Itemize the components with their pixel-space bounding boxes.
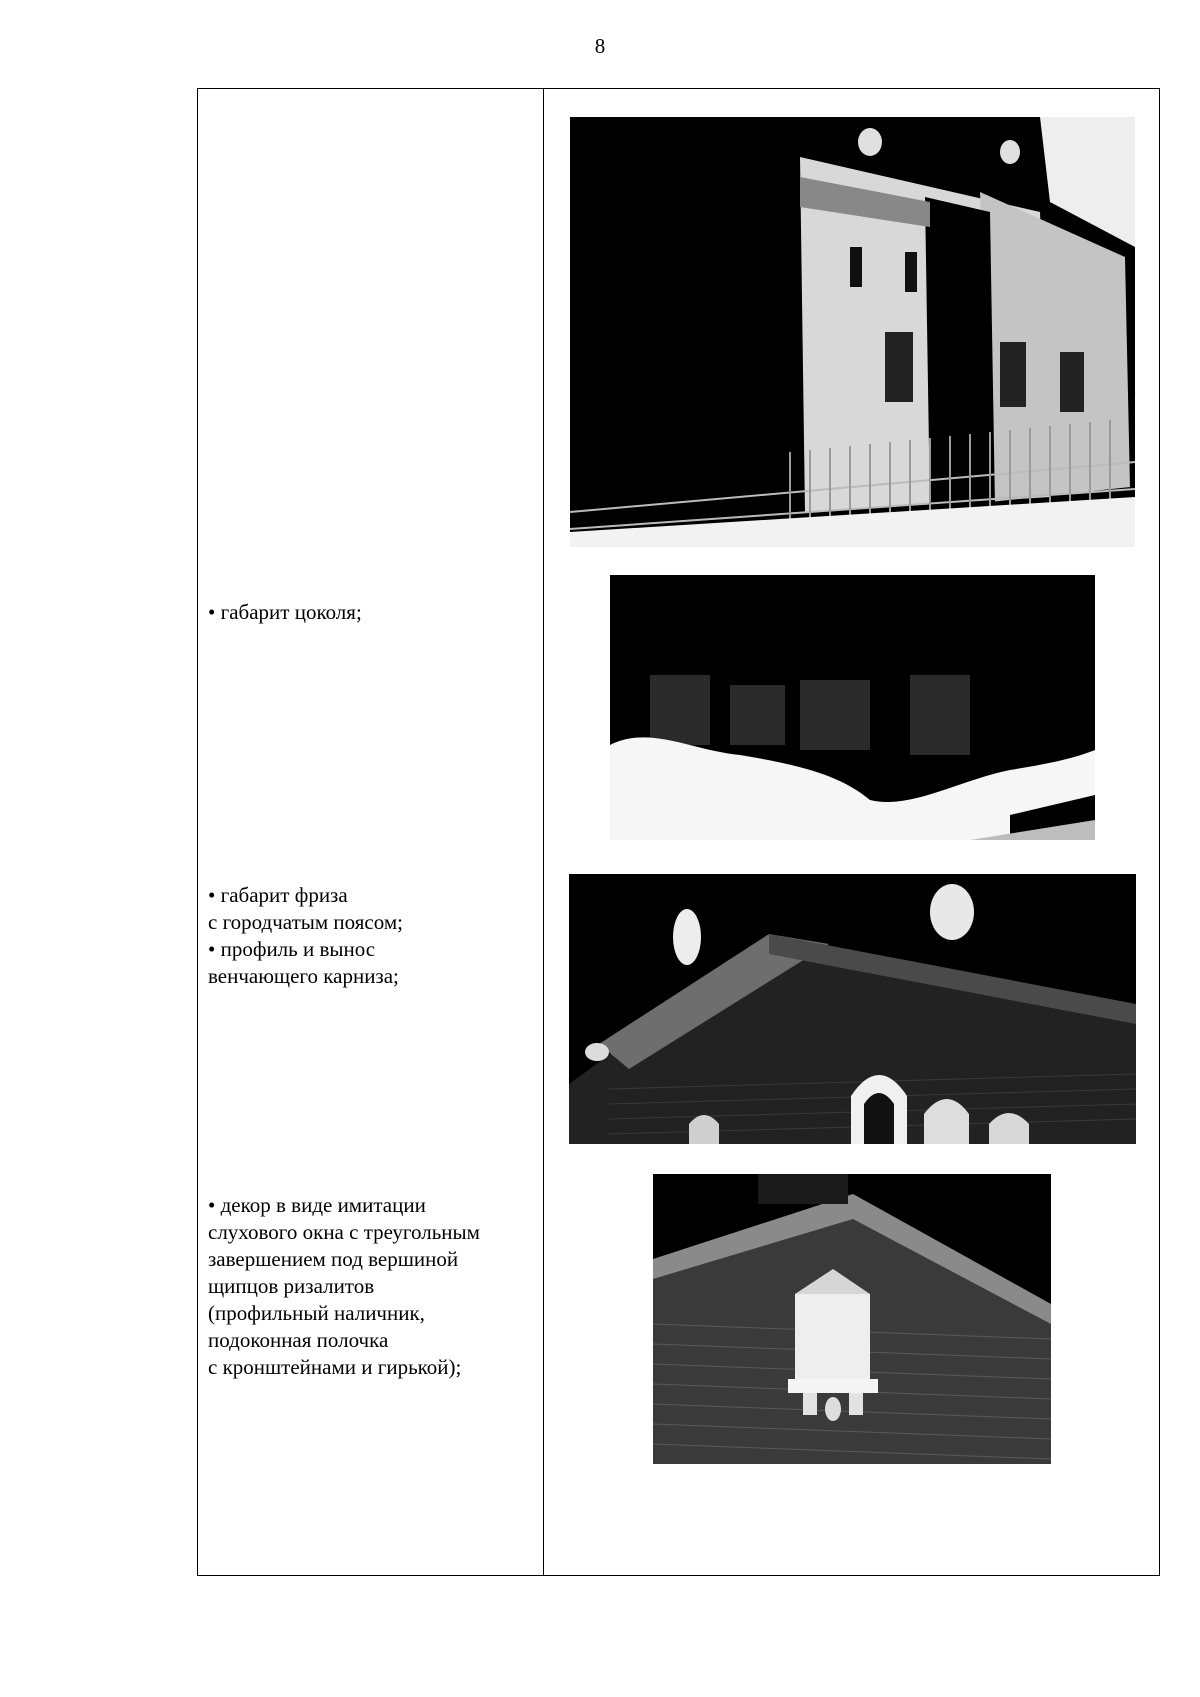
column-divider [543,89,544,1575]
text-line: • профиль и вынос [208,937,376,961]
text-line: • декор в виде имитации [208,1193,426,1217]
text-line: с городчатым поясом; [208,910,403,934]
photo-frieze-cornice [569,874,1136,1144]
photo-dormer-decor [653,1174,1051,1464]
item-frieze-cornice-text [208,882,538,990]
item-plinth-text [208,599,538,626]
text-line: • габарит цоколя; [208,600,362,624]
text-line: подоконная полочка [208,1328,389,1352]
item-dormer-decor-text [208,1192,538,1381]
photo-plinth [610,575,1095,840]
photo-building-facade [570,117,1135,547]
text-line: завершением под вершиной [208,1247,459,1271]
text-line: слухового окна с треугольным [208,1220,480,1244]
text-line: • габарит фриза [208,883,348,907]
content-table [197,88,1160,1576]
text-line: венчающего карниза; [208,964,399,988]
page-number: 8 [594,34,606,58]
text-line: щипцов ризалитов [208,1274,375,1298]
text-line: с кронштейнами и гирькой); [208,1355,462,1379]
text-line: (профильный наличник, [208,1301,425,1325]
